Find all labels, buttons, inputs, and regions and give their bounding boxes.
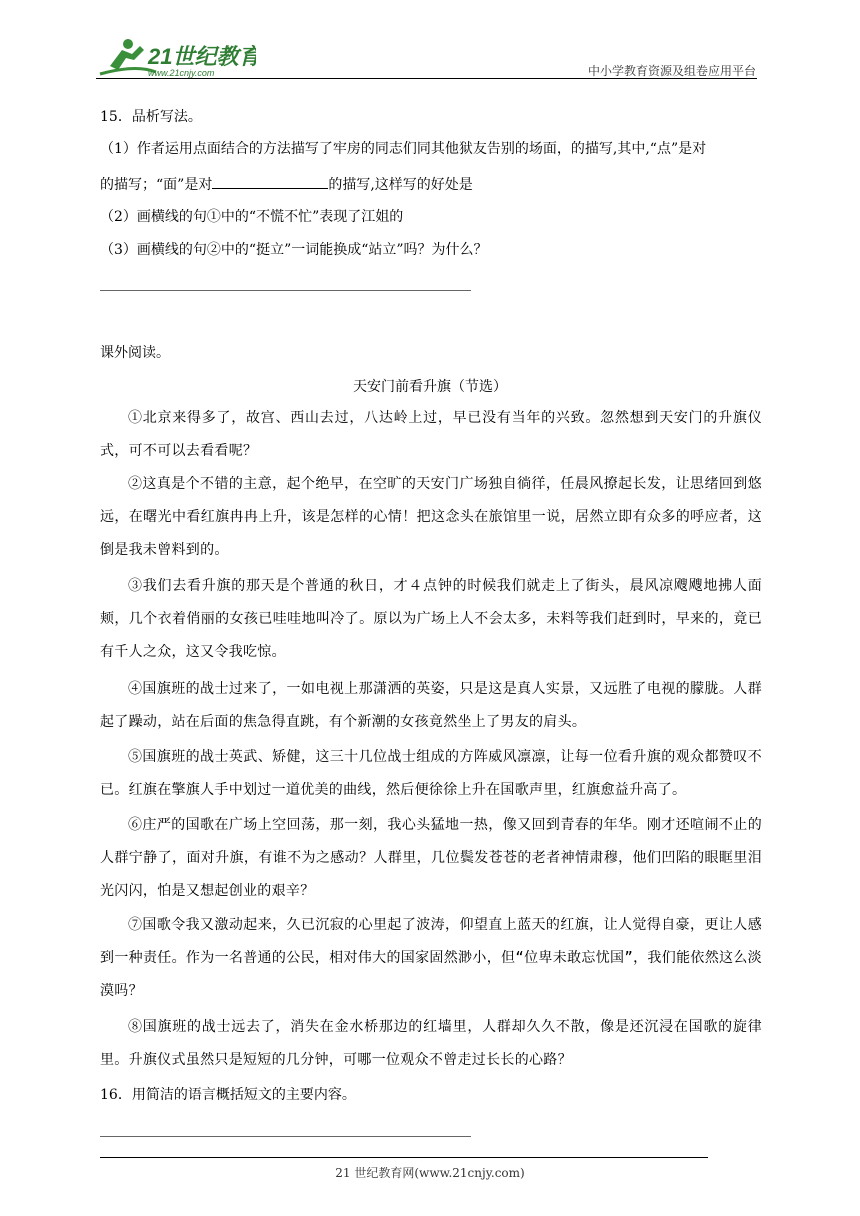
answer-line[interactable] bbox=[100, 1136, 471, 1137]
article-paragraph-7: ⑦国歌令我又激动起来，久已沉寂的心里起了波涛，仰望直上蓝天的红旗，让人觉得自豪，更让人感到一种责任。作为一名普通的公民，相对伟大的国家固然渺小，但“位卑未敢忘忧国”，我们能依然这么淡漠吗？ bbox=[100, 917, 762, 999]
runner-logo-icon bbox=[96, 36, 256, 80]
article-paragraph-1: ①北京来得多了，故宫、西山去过，八达岭上过，早已没有当年的兴致。忽然想到天安门的升旗仪式，可不可以去看看呢？ bbox=[100, 410, 762, 459]
header-divider bbox=[96, 78, 757, 79]
article-paragraph-8: ⑧国旗班的战士远去了，消失在金水桥那边的红墙里，人群却久久不散，像是还沉浸在国歌的旋律里。升旗仪式虽然只是短短的几分钟，可哪一位观众不曾走过长长的心路？ bbox=[100, 1019, 762, 1068]
answer-blank[interactable] bbox=[212, 174, 328, 189]
article-paragraph-4: ④国旗班的战士过来了，一如电视上那潇洒的英姿，只是这是真人实景，又远胜了电视的朦胧。人群起了躁动，站在后面的焦急得直跳，有个新潮的女孩竟然坐上了男友的肩头。 bbox=[100, 681, 762, 730]
q15-sub1-line2-a: 的描写；“面”是对 bbox=[100, 177, 213, 193]
q15-sub1-line1: （1）作者运用点面结合的方法描写了牢房的同志们同其他狱友告别的场面，的描写,其中,“点”是对 bbox=[100, 141, 707, 157]
article-paragraph-5: ⑤国旗班的战士英武、矫健，这三十几位战士组成的方阵威风凛凛，让每一位看升旗的观众都赞叹不已。红旗在擎旗人手中划过一道优美的曲线，然后便徐徐上升在国歌声里，红旗愈益升高了。 bbox=[100, 749, 762, 798]
q15-sub2: （2）画横线的句①中的“不慌不忙”表现了江姐的 bbox=[100, 209, 404, 225]
q15-sub1-line2 bbox=[100, 174, 473, 194]
section-label: 课外阅读。 bbox=[100, 345, 170, 361]
answer-line[interactable] bbox=[100, 290, 471, 291]
header-platform-text: 中小学教育资源及组卷应用平台 bbox=[587, 64, 756, 78]
q16-title: 16．用简洁的语言概括短文的主要内容。 bbox=[100, 1087, 356, 1103]
q15-sub1-line2-b: 的描写,这样写的好处是 bbox=[328, 177, 473, 193]
logo-text: 21世纪教育 bbox=[148, 44, 256, 69]
site-logo bbox=[96, 36, 256, 80]
article-paragraph-2: ②这真是个不错的主意，起个绝早，在空旷的天安门广场独自徜徉，任晨风撩起长发，让思绪回到悠远，在曙光中看红旗冉冉上升，该是怎样的心情！把这念头在旅馆里一说，居然立即有众多的呼应者，这倒是我未曾料到的。 bbox=[100, 476, 762, 558]
footer-text: 21 世纪教育网(www.21cnjy.com) bbox=[335, 1166, 525, 1180]
article-paragraph-6: ⑥庄严的国歌在广场上空回荡，那一刻，我心头猛地一热，像又回到青春的年华。刚才还喧闹不止的人群宁静了，面对升旗，有谁不为之感动？人群里，几位鬓发苍苍的老者神情肃穆，他们凹陷的眼眶里泪光闪闪，怕是又想起创业的艰辛？ bbox=[100, 817, 762, 899]
q15-title: 15．品析写法。 bbox=[100, 109, 202, 125]
logo-url-text: www.21cnjy.com bbox=[148, 68, 215, 78]
article-title: 天安门前看升旗（节选） bbox=[353, 379, 507, 395]
q15-sub3: （3）画横线的句②中的“挺立”一词能换成“站立”吗？为什么？ bbox=[100, 242, 488, 258]
footer-divider bbox=[100, 1157, 708, 1158]
article-paragraph-3: ③我们去看升旗的那天是个普通的秋日，才４点钟的时候我们就走上了街头，晨风凉飕飕地拂人面颊，几个衣着俏丽的女孩已哇哇地叫冷了。原以为广场上人不会太多，未料等我们赶到时，早来的，竟已有千人之众，这又令我吃惊。 bbox=[100, 578, 762, 660]
